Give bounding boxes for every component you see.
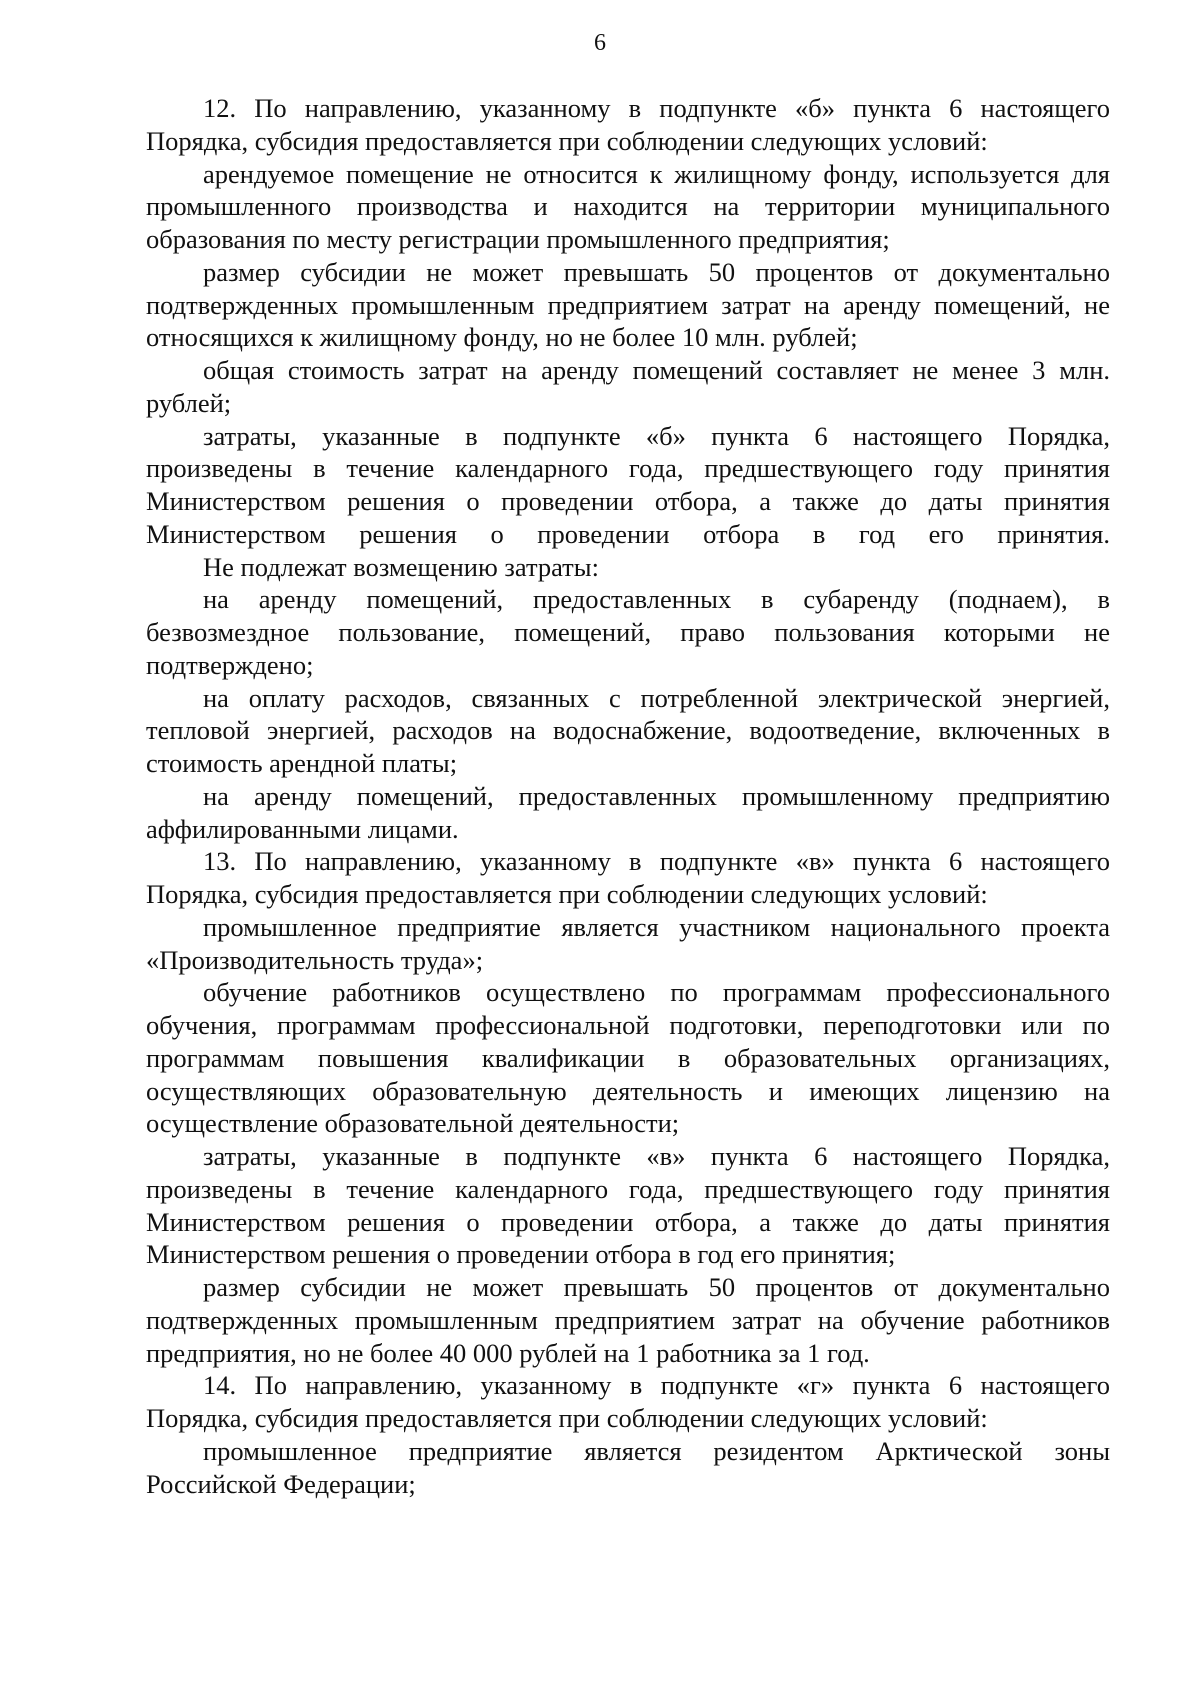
paragraph-training-costs-period: затраты, указанные в подпункте «в» пункта 6 настоящего Порядка, произведены в течение календарного года, предшествующего году принятия Министерством решения о проведении отбора, а также до даты принятия Министерством решения о проведении отбора в год его принятия; [146, 1141, 1110, 1270]
paragraph-utilities-exclusion: на оплату расходов, связанных с потребленной электрической энергией, тепловой энергией, расходов на водоснабжение, водоотведение, включенных в стоимость арендной платы; [146, 682, 1110, 778]
paragraph-national-project: промышленное предприятие является участником национального проекта «Производительность труда»; [146, 911, 1110, 975]
paragraph-affiliated-exclusion: на аренду помещений, предоставленных промышленному предприятию аффилированными лицами. [146, 780, 1110, 844]
paragraph-premises-condition: арендуемое помещение не относится к жилищному фонду, используется для промышленного производства и находится на территории муниципального образования по месту регистрации промышленного предприятия; [146, 158, 1110, 254]
paragraph-non-reimbursable-heading: Не подлежат возмещению затраты: [203, 551, 599, 582]
document-body [146, 92, 1110, 1500]
paragraph-rent-costs-period: затраты, указанные в подпункте «б» пункта 6 настоящего Порядка, произведены в течение календарного года, предшествующего году принятия Министерством решения о проведении отбора, а также до даты принятия Министерством решения о проведении отбора в год его принятия. [146, 420, 1110, 549]
paragraph-13-heading: 13. По направлению, указанному в подпункте «в» пункта 6 настоящего Порядка, субсидия предоставляется при соблюдении следующих условий: [146, 846, 1110, 909]
paragraph-sublease-exclusion: на аренду помещений, предоставленных в субаренду (поднаем), в безвозмездное пользование, помещений, право пользования которыми не подтверждено; [146, 584, 1110, 680]
paragraph-12-heading: 12. По направлению, указанному в подпункте «б» пункта 6 настоящего Порядка, субсидия предоставляется при соблюдении следующих условий: [146, 93, 1110, 156]
page-number: 6 [594, 30, 606, 56]
paragraph-14-heading: 14. По направлению, указанному в подпункте «г» пункта 6 настоящего Порядка, субсидия предоставляется при соблюдении следующих условий: [146, 1370, 1110, 1433]
paragraph-subsidy-size-training: размер субсидии не может превышать 50 процентов от документально подтвержденных промышленным предприятием затрат на обучение работников предприятия, но не более 40 000 рублей на 1 работника за 1 год. [146, 1272, 1110, 1368]
paragraph-total-rent-cost: общая стоимость затрат на аренду помещений составляет не менее 3 млн. рублей; [146, 355, 1110, 418]
paragraph-arctic-resident: промышленное предприятие является резидентом Арктической зоны Российской Федерации; [146, 1435, 1110, 1499]
paragraph-subsidy-size-rent: размер субсидии не может превышать 50 процентов от документально подтвержденных промышленным предприятием затрат на аренду помещений, не относящихся к жилищному фонду, но не более 10 млн. рублей; [146, 256, 1110, 353]
paragraph-training-programs: обучение работников осуществлено по программам профессионального обучения, программам профессиональной подготовки, переподготовки или по программам повышения квалификации в образовательных организациях, осуществляющих образовательную деятельность и имеющих лицензию на осуществление образовательной деятельности; [146, 977, 1110, 1139]
